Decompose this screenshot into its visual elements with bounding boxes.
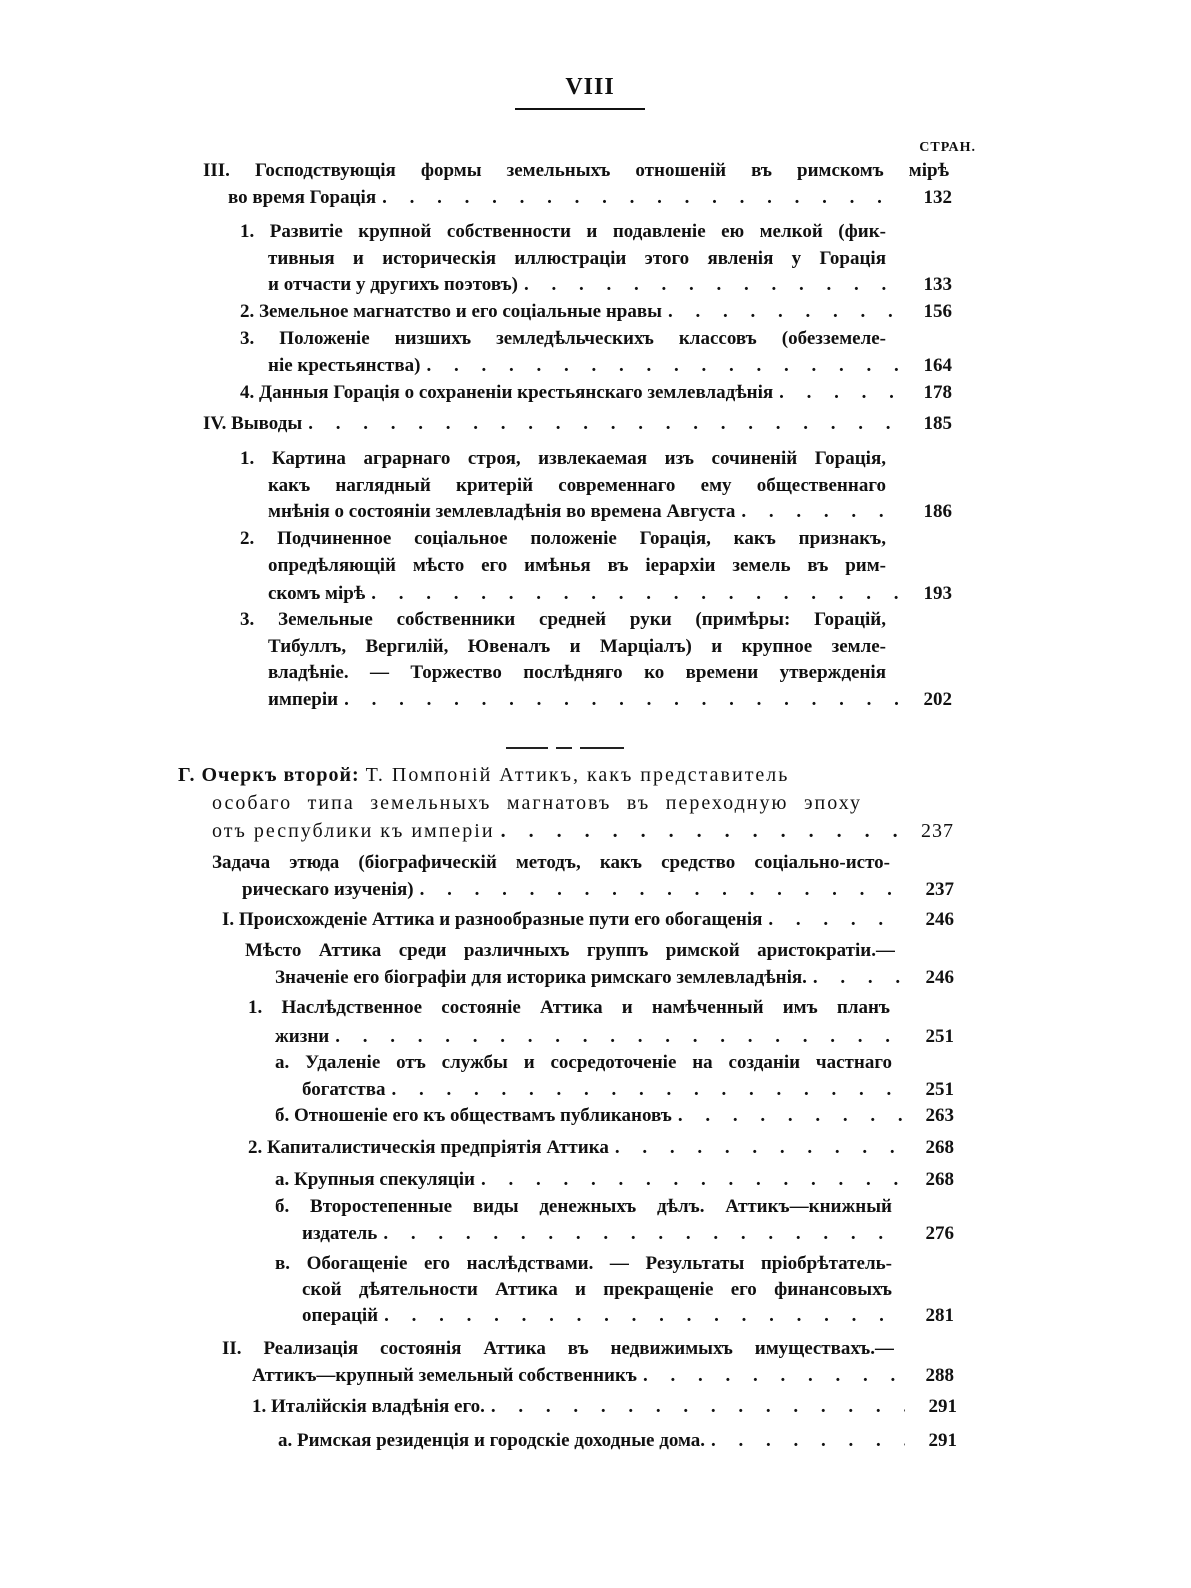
toc-entry-title: отъ республики къ имперіи [212,820,495,842]
toc-line: в. Обогащеніе его наслѣдствами. — Результаты пріобрѣтатель- [275,1253,892,1274]
leader-dots [643,1362,902,1390]
toc-entry-title: богатства [302,1079,386,1100]
toc-entry [302,1220,954,1248]
toc-line: 3. Земельные собственники средней руки (примѣры: Горацій, [240,609,886,630]
toc-entry-page: 178 [923,382,952,403]
toc-entry-page: 202 [923,689,952,710]
toc-entry-title: б. Отношеніе его къ обществамъ публикановъ [275,1105,672,1126]
toc-entry-title: 2. Земельное магнатство и его соціальные нравы [240,301,662,322]
toc-entry-title: мнѣнія о состояніи землевладѣнія во времена Августа [268,501,736,522]
toc-entry-title: издатель [302,1223,378,1244]
separator-rule [580,747,624,749]
toc-entry [302,1076,954,1104]
leader-dots [491,1393,905,1421]
toc-entry-page: 288 [925,1365,954,1386]
leader-dots [383,1220,902,1248]
toc-entry-page: 263 [925,1105,954,1126]
toc-entry-page: 133 [923,274,952,295]
toc-entry-title: 1. Италійскія владѣнія его. [252,1396,485,1417]
toc-entry-page: 251 [925,1079,954,1100]
toc-entry [240,379,952,407]
leader-dots [678,1102,902,1130]
toc-entry-page: 291 [928,1396,957,1417]
toc-entry [248,1134,954,1162]
leader-dots [308,410,900,438]
toc-entry-page: 268 [925,1137,954,1158]
leader-dots [426,352,900,380]
toc-entry-page: 193 [923,583,952,604]
toc-line: 1. Картина аграрнаго строя, извлекаемая изъ сочиненій Горація, [240,448,886,469]
toc-entry [222,906,954,934]
toc-entry [268,498,952,526]
essay-title: Т. Помпоній Аттикъ, какъ представитель [365,764,790,786]
leader-dots [481,1166,902,1194]
toc-line: владѣніе. — Торжество послѣдняго ко времени утвержденія [268,662,886,683]
toc-entry-page: 185 [923,413,952,434]
toc-entry-page: 281 [925,1305,954,1326]
toc-entry-title: жизни [275,1026,330,1047]
leader-dots [741,498,900,526]
leader-dots [615,1134,902,1162]
toc-entry-title: 2. Капиталистическія предпріятія Аттика [248,1137,609,1158]
leader-dots [524,271,900,299]
toc-entry-title: а. Крупныя спекуляціи [275,1169,475,1190]
leader-dots [391,1076,902,1104]
toc-line: II. Реализація состоянія Аттика въ недвижимыхъ имуществахъ.— [222,1338,894,1359]
toc-entry [275,1023,954,1051]
toc-entry-page: 246 [925,967,954,988]
toc-entry-page: 291 [928,1430,957,1451]
toc-entry [228,184,952,212]
toc-entry-title: имперіи [268,689,339,710]
toc-entry-title: I. Происхожденіе Аттика и разнообразные пути его обогащенія [222,909,763,930]
toc-line: 2. Подчиненное соціальное положеніе Горація, какъ признакъ, [240,528,886,549]
toc-line: а. Удаленіе отъ службы и сосредоточеніе на созданіи частнаго [275,1052,892,1073]
toc-entry [242,876,954,904]
toc-line: III. Господствующія формы земельныхъ отношеній въ римскомъ мірѣ [203,160,949,181]
leader-dots [501,817,902,845]
toc-entry [275,1102,954,1130]
toc-entry [275,1166,954,1194]
toc-line: 1. Наслѣдственное состояніе Аттика и намѣченный имъ планъ [248,997,890,1018]
toc-entry [268,352,952,380]
toc-entry [252,1362,954,1390]
leader-dots [344,686,900,714]
toc-line: 3. Положеніе низшихъ земледѣльческихъ классовъ (обезземеле- [240,328,886,349]
toc-entry [268,580,952,608]
toc-entry-page: 251 [925,1026,954,1047]
toc-entry-page: 186 [923,501,952,522]
toc-entry [278,1427,957,1455]
toc-entry [268,686,952,714]
toc-entry-title: рическаго изученія) [242,879,414,900]
toc-entry-title: 4. Данныя Горація о сохраненіи крестьянскаго землевладѣнія [240,382,774,403]
toc-entry-title: и отчасти у другихъ поэтовъ) [268,274,519,295]
toc-entry-page: 237 [925,879,954,900]
toc-entry [212,817,954,845]
toc-line: Задача этюда (біографическій методъ, какъ средство соціально-исто- [212,852,890,873]
toc-entry-page: 164 [923,355,952,376]
toc-entry-page: 132 [923,187,952,208]
leader-dots [711,1427,905,1455]
toc-line: Мѣсто Аттика среди различныхъ группъ римской аристократіи.— [245,940,895,961]
separator-rule [556,747,572,749]
toc-entry [240,298,952,326]
toc-line: особаго типа земельныхъ магнатовъ въ переходную эпоху [212,792,862,814]
toc-line: 1. Развитіе крупной собственности и подавленіе ею мелкой (фик- [240,221,886,242]
toc-entry-title: ніе крестьянства) [268,355,421,376]
header-rule [515,108,645,110]
leader-dots [768,906,902,934]
toc-entry-page: 156 [923,301,952,322]
toc-entry [203,410,952,438]
leader-dots [371,580,900,608]
leader-dots [813,964,902,992]
separator-rule [506,747,548,749]
toc-line: какъ наглядный критерій современнаго ему общественнаго [268,475,886,496]
toc-line: Тибуллъ, Вергилій, Ювеналъ и Марціалъ) и крупное земле- [268,636,886,657]
leader-dots [335,1023,902,1051]
toc-entry-title: а. Римская резиденція и городскіе доходные дома. [278,1430,706,1451]
toc-line: ской дѣятельности Аттика и прекращеніе его финансовыхъ [302,1279,892,1300]
toc-entry [302,1302,954,1330]
toc-line: тивныя и историческія иллюстраціи этого явленія у Горація [268,248,886,269]
pages-column-header: СТРАН. [919,140,976,155]
leader-dots [382,184,900,212]
toc-entry-page: 268 [925,1169,954,1190]
toc-entry-title: IV. Выводы [203,413,303,434]
leader-dots [779,379,900,407]
leader-dots [420,876,902,904]
toc-line: опредѣляющій мѣсто его имѣнья въ іерархіи земель въ рим- [268,555,886,576]
essay-heading [178,761,958,789]
toc-entry-title: скомъ мірѣ [268,583,366,604]
leader-dots [384,1302,902,1330]
toc-entry-page: 276 [925,1223,954,1244]
toc-entry [252,1393,957,1421]
toc-entry-title: операцій [302,1305,379,1326]
toc-entry [275,964,954,992]
toc-entry-title: Значеніе его біографіи для историка римскаго землевладѣнія. [275,967,807,988]
page-number: VIII [565,74,615,100]
toc-entry-page: 246 [925,909,954,930]
toc-entry-title: во время Горація [228,187,377,208]
toc-entry [268,271,952,299]
leader-dots [668,298,900,326]
essay-label: Г. Очеркъ второй: [178,764,360,786]
toc-line: б. Второстепенные виды денежныхъ дѣлъ. Аттикъ—книжный [275,1196,892,1217]
toc-entry-title: Аттикъ—крупный земельный собственникъ [252,1365,637,1386]
toc-entry-page: 237 [921,820,954,842]
